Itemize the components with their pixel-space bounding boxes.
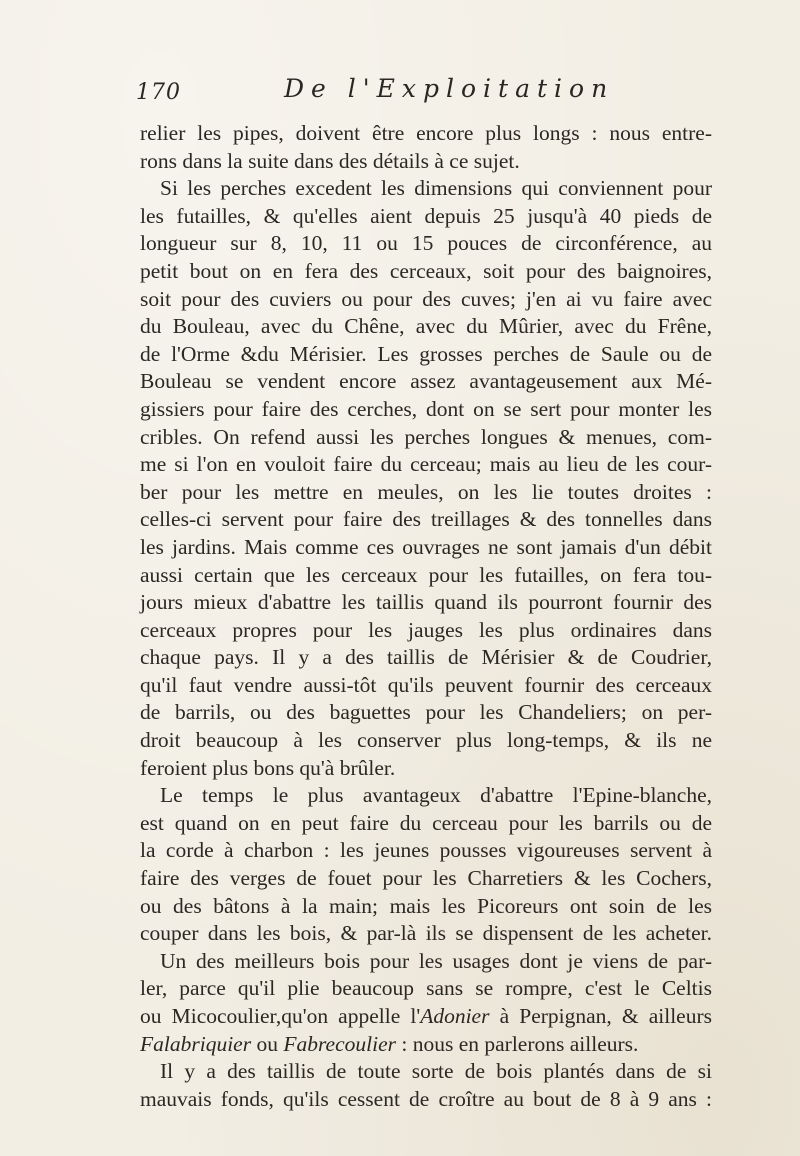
text-line: longueur sur 8, 10, 11 ou 15 pouces de circonférence, au bbox=[140, 231, 712, 256]
text-line: Un des meilleurs bois pour les usages dont je viens de par- bbox=[160, 948, 712, 973]
text-line: la corde à charbon : les jeunes pousses vigoureuses servent à bbox=[140, 838, 712, 863]
text-line: du Bouleau, avec du Chêne, avec du Mûrier, avec du Frêne, bbox=[140, 314, 712, 339]
text-line: de barrils, ou des baguettes pour les Chandeliers; on per- bbox=[140, 700, 712, 725]
text-line: Le temps le plus avantageux d'abattre l'Epine-blanche, bbox=[160, 783, 712, 808]
text-line: feroient plus bons qu'à brûler. bbox=[140, 755, 396, 780]
text-line: celles-ci servent pour faire des treillages & des tonnelles dans bbox=[140, 507, 712, 532]
page-number: 170 bbox=[136, 80, 181, 105]
text-line: les jardins. Mais comme ces ouvrages ne sont jamais d'un débit bbox=[140, 534, 712, 559]
text-line: aussi certain que les cerceaux pour les futailles, on fera tou- bbox=[140, 562, 712, 587]
text-line: les futailles, & qu'elles aient depuis 25 jusqu'à 40 pieds de bbox=[140, 203, 712, 228]
text-line: qu'il faut vendre aussi-tôt qu'ils peuvent fournir des cerceaux bbox=[140, 672, 712, 697]
text-line: Il y a des taillis de toute sorte de bois plantés dans de si bbox=[160, 1059, 712, 1084]
text-line: ou des bâtons à la main; mais les Picoreurs ont soin de les bbox=[140, 893, 712, 918]
text-line: jours mieux d'abattre les taillis quand ils pourront fournir des bbox=[140, 590, 712, 615]
text-line: Falabriquier ou Fabrecoulier : nous en parlerons ailleurs. bbox=[140, 1031, 639, 1056]
text-line: de l'Orme &du Mérisier. Les grosses perches de Saule ou de bbox=[140, 341, 712, 366]
text-line: droit beaucoup à les conserver plus long-temps, & ils ne bbox=[140, 728, 712, 753]
text-line: ou Micocoulier,qu'on appelle l'Adonier à Perpignan, & ailleurs bbox=[140, 1004, 712, 1028]
text-line: me si l'on en vouloit faire du cerceau; mais au lieu de les cour- bbox=[140, 452, 712, 477]
text-line: faire des verges de fouet pour les Charretiers & les Cochers, bbox=[140, 866, 712, 891]
text-line: ler, parce qu'il plie beaucoup sans se rompre, c'est le Celtis bbox=[140, 976, 712, 1001]
running-head bbox=[136, 72, 696, 112]
text-line: Si les perches excedent les dimensions qui conviennent pour bbox=[160, 176, 712, 201]
text-line: cerceaux propres pour les jauges les plus ordinaires dans bbox=[140, 617, 712, 642]
text-line: petit bout on en fera des cerceaux, soit pour des baignoires, bbox=[140, 258, 712, 283]
text-line: relier les pipes, doivent être encore plus longs : nous entre- bbox=[140, 121, 712, 145]
text-line: Bouleau se vendent encore assez avantageusement aux Mé- bbox=[140, 369, 712, 394]
text-line: cribles. On refend aussi les perches longues & menues, com- bbox=[140, 424, 712, 449]
text-line: soit pour des cuviers ou pour des cuves; j'en ai vu faire avec bbox=[140, 286, 712, 311]
text-line: mauvais fonds, qu'ils cessent de croître au bout de 8 à 9 ans : bbox=[140, 1086, 712, 1111]
running-head-title: De l'Exploitation bbox=[284, 74, 615, 103]
text-line: ber pour les mettre en meules, on les lie toutes droites : bbox=[140, 479, 712, 504]
body-text bbox=[140, 120, 712, 1113]
text-line: est quand on en peut faire du cerceau pour les barrils ou de bbox=[140, 810, 712, 835]
text-line: rons dans la suite dans des détails à ce sujet. bbox=[140, 148, 520, 173]
text-line: chaque pays. Il y a des taillis de Mérisier & de Coudrier, bbox=[140, 645, 712, 670]
text-line: couper dans les bois, & par-là ils se dispensent de les acheter. bbox=[140, 921, 712, 946]
text-line: gissiers pour faire des cerches, dont on se sert pour monter les bbox=[140, 396, 712, 421]
